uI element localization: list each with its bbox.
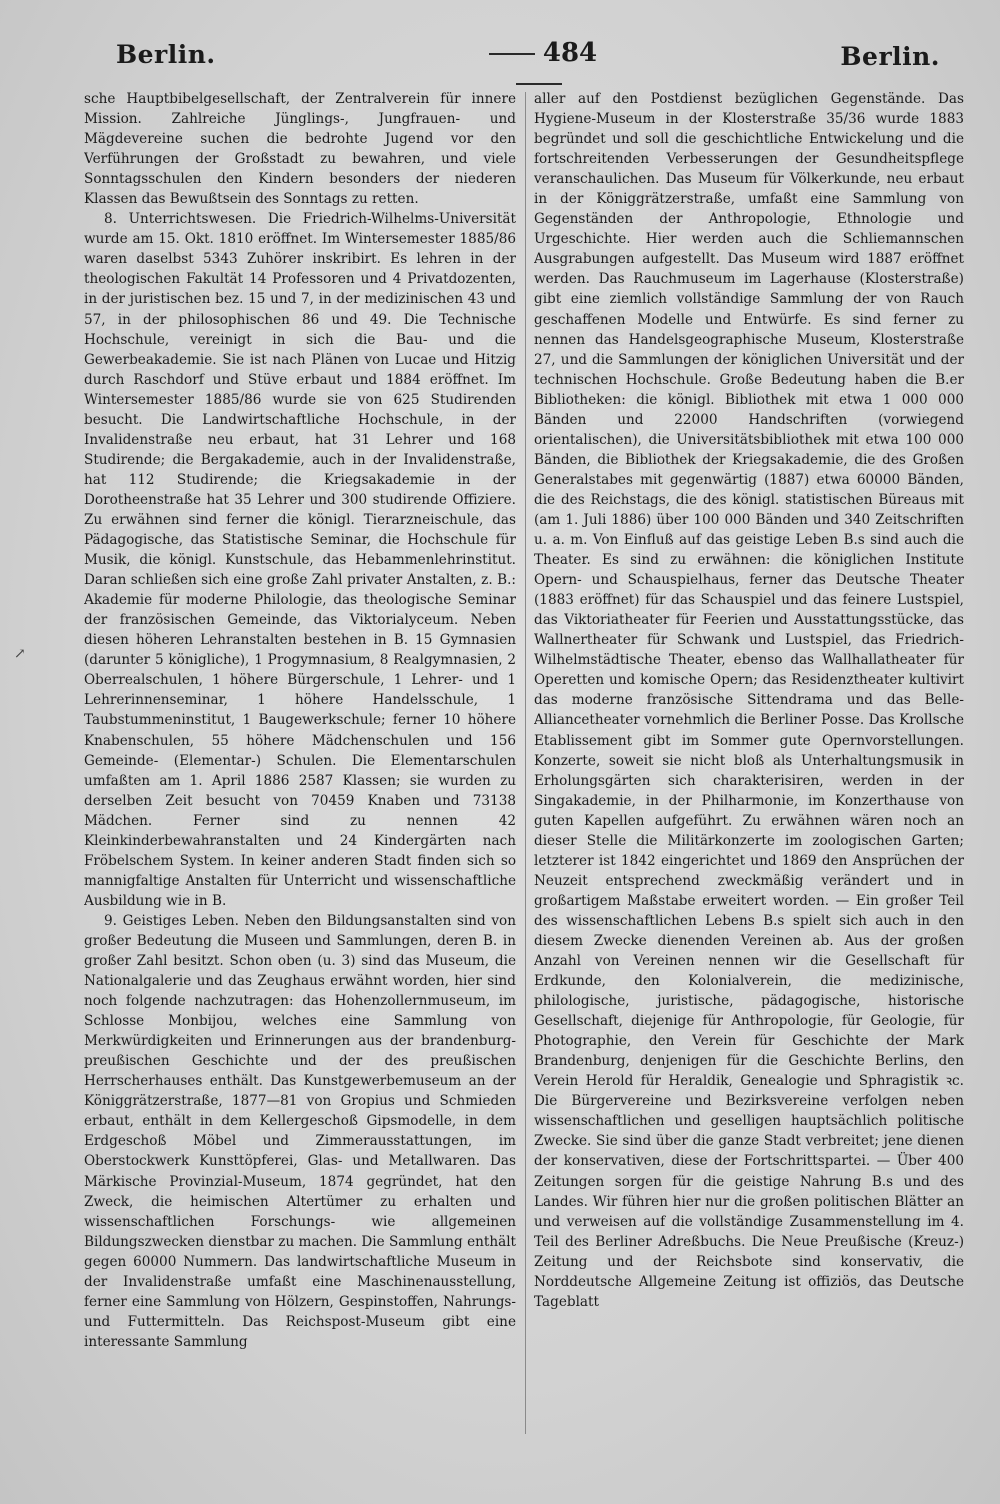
paragraph: sche Hauptbibelgesellschaft, der Zentralverein für innere Mission. Zahlreiche Jünglings-, Jungfrauen- und Mägdevereine suchen die bedrohte Jugend vor den Verführungen der Großstadt zu bewahren, und viele Sonntagsschulen den Kindern besonders der niederen Klassen das Bewußtsein des Sonntags zu retten. [84,91,516,208]
paragraph: 9. Geistiges Leben. Neben den Bildungsanstalten sind von großer Bedeutung die Museen und Sammlungen, deren B. in großer Zahl besitzt. Schon oben (u. 3) sind das Museum, die Nationalgalerie und das Zeughaus erwähnt worden, hier sind noch folgende nachzutragen: das Hohenzollernmuseum, im Schlosse Monbijou, welches eine Sammlung von Merkwürdigkeiten und Erinnerungen aus der brandenburg-preußischen Geschichte und der des preußischen Herrscherhauses enthält. Das Kunstgewerbemuseum an der Königgrätzerstraße, 1877—81 von Gropius und Schmieden erbaut, enthält in dem Kellergeschoß Gipsmodelle, in dem Erdgeschoß Möbel und Zimmerausstattungen, im Oberstockwerk Kunsttöpferei, Glas- und Metallwaren. Das Märkische Provinzial-Museum, 1874 gegründet, hat den Zweck, die heimischen Altertümer zu erhalten und wissenschaftlichen Forschungs- wie allgemeinen Bildungszwecken dienstbar zu machen. Die Sammlung enthält gegen 60000 Nummern. Das landwirtschaftliche Museum in der Invalidenstraße umfaßt eine Maschinenausstellung, ferner eine Sammlung von Hölzern, Gespinstoffen, Nahrungs- und Futtermitteln. Das Reichspost-Museum gibt eine interessante Sammlung [84,912,516,1350]
right-column [534,89,964,1444]
paragraph: 8. Unterrichtswesen. Die Friedrich-Wilhelms-Universität wurde am 15. Okt. 1810 eröffnet. Im Wintersemester 1885/86 waren daselbst 5343 Zuhörer inskribirt. Es lehren in der theologischen Fakultät 14 Professoren und 4 Privatdozenten, in der juristischen bez. 15 und 7, in der medizinischen 43 und 57, in der philosophischen 86 und 49. Die Technische Hochschule, vereinigt in sich die Bau- und die Gewerbeakademie. Sie ist nach Plänen von Lucae und Hitzig durch Raschdorf und Stüve erbaut und 1884 eröffnet. Im Wintersemester 1885/86 wurde sie von 625 Studirenden besucht. Die Landwirtschaftliche Hochschule, in der Invalidenstraße neu erbaut, hat 31 Lehrer und 168 Studirende; die Bergakademie, auch in der Invalidenstraße, hat 112 Studirende; die Kriegsakademie in der Dorotheenstraße hat 35 Lehrer und 300 studirende Offiziere. Zu erwähnen sind ferner die königl. Tierarzneischule, das Pädagogische, das Statistische Seminar, die Hochschule für Musik, die königl. Kunstschule, das Hebammenlehrinstitut. Daran schließen sich eine große Zahl privater Anstalten, z. B.: Akademie für moderne Philologie, das theologische Seminar der französischen Gemeinde, das Viktorialyceum. Neben diesen höheren Lehranstalten bestehen in B. 15 Gymnasien (darunter 5 königliche), 1 Progymnasium, 8 Realgymnasien, 2 Oberrealschulen, 1 höhere Bürgerschule, 1 Lehrer- und 1 Lehrerinnenseminar, 1 höhere Handelsschule, 1 Taubstummeninstitut, 1 Baugewerkschule; ferner 10 höhere Knabenschulen, 55 höhere Mädchenschulen und 156 Gemeinde- (Elementar-) Schulen. Die Elementarschulen umfaßten am 1. April 1886 2587 Klassen; sie wurden zu derselben Zeit besucht von 70459 Knaben und 73138 Mädchen. Ferner sind zu nennen 42 Kleinkinderbewahranstalten und 24 Kindergärten nach Fröbelschem System. In keiner anderen Stadt finden sich so mannigfaltige Anstalten für Unterricht und wissenschaftliche Ausbildung wie in B. [84,211,516,909]
page-number: 484 [542,38,598,68]
column-divider [525,92,526,1434]
margin-mark: ↗ [14,646,26,662]
paragraph: aller auf den Postdienst bezüglichen Gegenstände. Das Hygiene-Museum in der Klosterstraße 35/36 wurde 1883 begründet und soll die geschichtliche Entwickelung und die fortschreitenden Verbesserungen der Gesundheitspflege veranschaulichen. Das Museum für Völkerkunde, neu erbaut in der Königgrätzerstraße, umfaßt eine Sammlung von Gegenständen der Anthropologie, Ethnologie und Urgeschichte. Hier werden auch die Schliemannschen Ausgrabungen aufgestellt. Das Museum wird 1887 eröffnet werden. Das Rauchmuseum im Lagerhause (Klosterstraße) gibt eine ziemlich vollständige Sammlung der von Rauch geschaffenen Modelle und Entwürfe. Es sind ferner zu nennen das Handelsgeographische Museum, Klosterstraße 27, und die Sammlungen der königlichen Universität und der technischen Hochschule. Große Bedeutung haben die B.er Bibliotheken: die königl. Bibliothek mit etwa 1 000 000 Bänden und 22000 Handschriften (vorwiegend orientalischen), die Universitätsbibliothek mit etwa 100 000 Bänden, die Bibliothek der Kriegsakademie, die des Großen Generalstabes mit gegenwärtig (1887) etwa 60000 Bänden, die des Reichstags, die des königl. statistischen Büreaus mit (am 1. Juli 1886) über 100 000 Bänden und 340 Zeitschriften u. a. m. Von Einfluß auf das geistige Leben B.s sind auch die Theater. Es sind zu erwähnen: die königlichen Institute Opern- und Schauspielhaus, ferner das Deutsche Theater (1883 eröffnet) für das Schauspiel und das feinere Lustspiel, das Viktoriatheater für Feerien und Ausstattungsstücke, das Wallnertheater für Schwank und Lustspiel, das Friedrich-Wilhelmstädtische Theater, ebenso das Wallhallatheater für Operetten und komische Opern; das Residenztheater kultivirt das moderne französische Sittendrama und das Belle-Alliancetheater vornehmlich die Berliner Posse. Das Krollsche Etablissement gibt im Sommer gute Opernvorstellungen. Konzerte, soweit sie nicht bloß als Unterhaltungsmusik in Erholungsgärten sich charakterisiren, werden in der Singakademie, in der Philharmonie, im Konzerthause von guten Kapellen aufgeführt. Zu erwähnen wären noch an dieser Stelle die Militärkonzerte im zoologischen Garten; letzterer ist 1842 eingerichtet und 1869 den Ansprüchen der Neuzeit entsprechend zweckmäßig verändert und in großartigem Maßstabe erweitert worden. — Ein großer Teil des wissenschaftlichen Lebens B.s spielt sich auch in den diesem Zwecke dienenden Vereinen ab. Aus der großen Anzahl von Vereinen nennen wir die Gesellschaft für Erdkunde, den Kolonialverein, die medizinische, philologische, juristische, pädagogische, historische Gesellschaft, diejenige für Anthropologie, für Geologie, für Photographie, den Verein für Geschichte der Mark Brandenburg, denjenigen für die Geschichte Berlins, den Verein Herold für Heraldik, Genealogie und Sphragistik ꝛc. Die Bürgervereine und Bezirksvereine verfolgen neben wissenschaftlichen und geselligen hauptsächlich politische Zwecke. Sie sind über die ganze Stadt verbreitet; jene dienen der konservativen, diese der Fortschrittspartei. — Über 400 Zeitungen sorgen für die geistige Nahrung B.s und des Landes. Wir führen hier nur die großen politischen Blätter an und verweisen auf die vollständige Zusammenstellung im 4. Teil des Berliner Adreßbuchs. Die Neue Preußische (Kreuz-) Zeitung und der Reichsbote sind konservativ, die Norddeutsche Allgemeine Zeitung ist offiziös, das Deutsche Tageblatt [534,91,964,1310]
page-header [84,34,940,78]
running-head-left: Berlin. [116,40,216,69]
header-rule-left [489,53,535,55]
left-column [84,89,516,1444]
header-rule-right [516,83,562,85]
running-head-right: Berlin. [840,42,940,71]
